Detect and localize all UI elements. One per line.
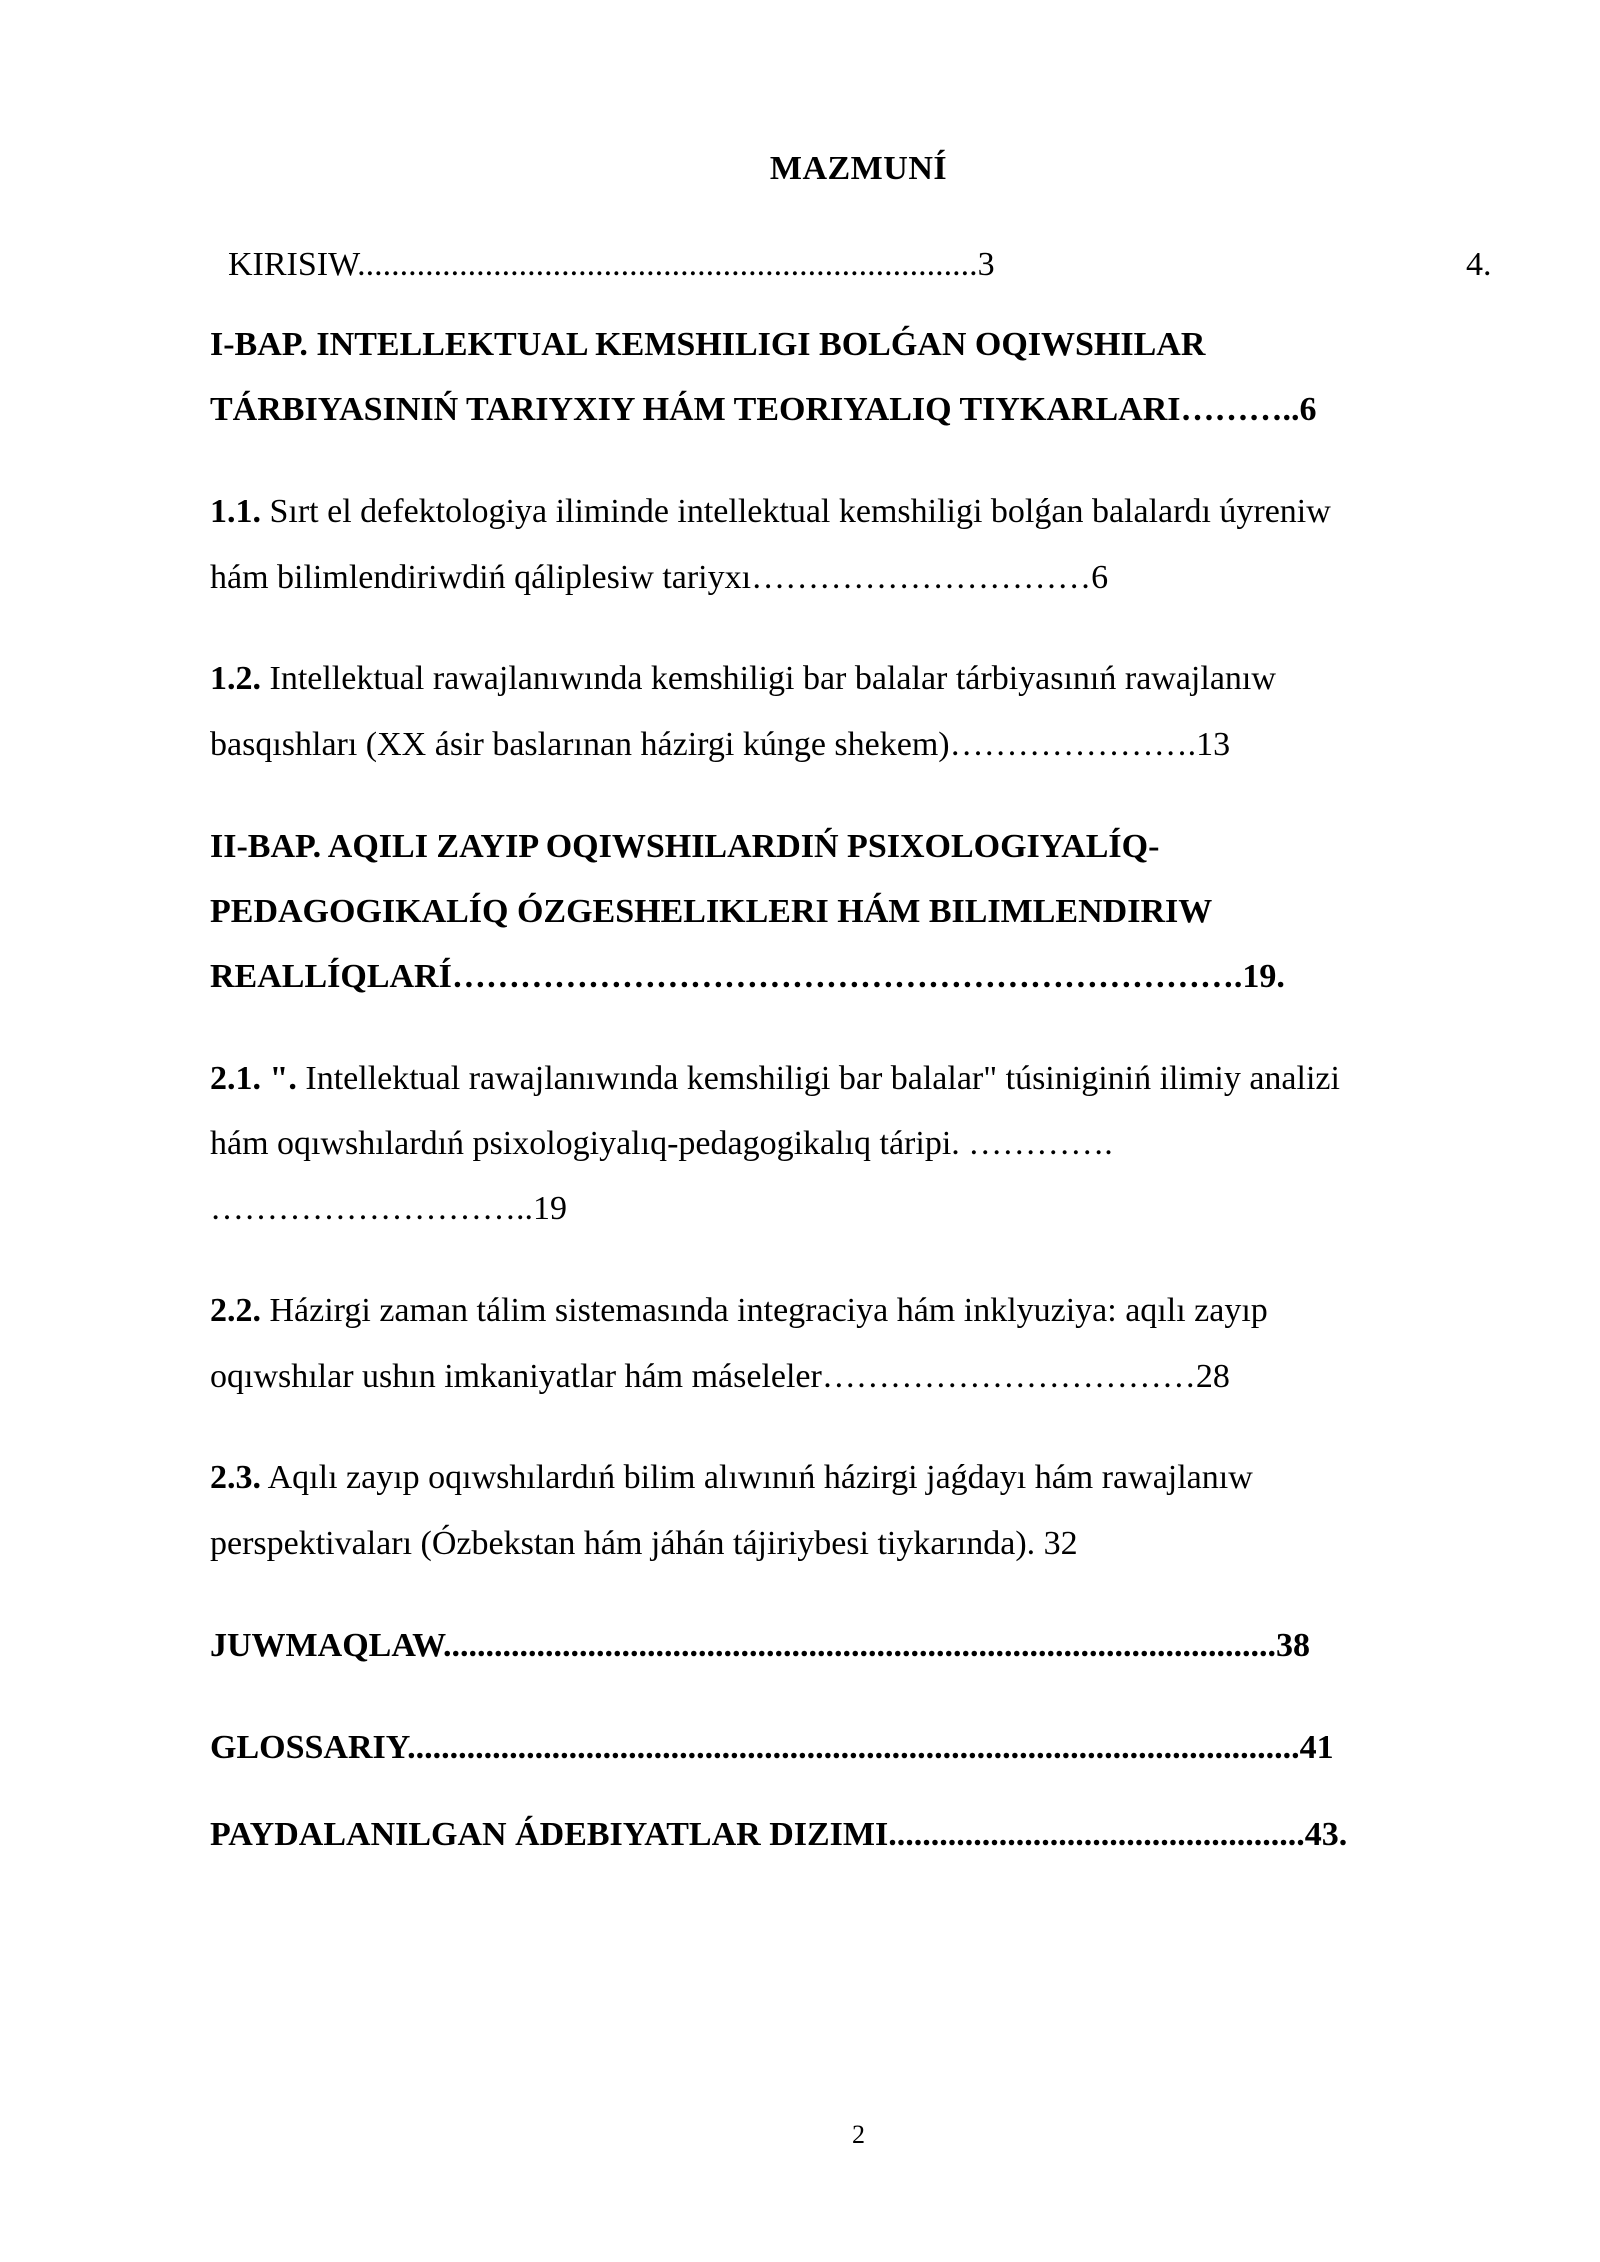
title-text: MAZMUNÍ	[769, 150, 948, 187]
toc-chapter1-line1: I-BAP. INTELLEKTUAL KEMSHILIGI BOLǴAN OQIWSHILAR	[210, 326, 1206, 363]
toc-intro-text: KIRISIW.........................................................................3	[228, 246, 995, 283]
section-number: 1.1.	[210, 493, 261, 530]
toc-chapter1-line2: TÁRBIYASINIŃ TARIYXIY HÁM TEORIYALIQ TIYKARLARI………..6	[210, 391, 1317, 428]
toc-chapter2-line1: II-BAP. AQILI ZAYIP OQIWSHILARDIŃ PSIXOLOGIYALÍQ-	[210, 828, 1160, 865]
toc-chapter2-line3: REALLÍQLARÍ…………………………………………………………….19.	[210, 958, 1285, 995]
section-text: Házirgi zaman tálim sistemasında integraciya hám inklyuziya: aqılı zayıp	[261, 1292, 1268, 1329]
section-text: Aqılı zayıp oqıwshılardıń bilim alıwınıń házirgi jaǵdayı hám rawajlanıw	[261, 1459, 1253, 1496]
toc-conclusion: JUWMAQLAW..................................................................................................38	[210, 1627, 1310, 1664]
toc-section-1-1-line1	[210, 492, 1331, 532]
section-text: Sırt el defektologiya iliminde intellektual kemshiligi bolǵan balalardı úyreniw	[261, 493, 1331, 530]
toc-section-2-3-line2: perspektivaları (Ózbekstan hám jáhán tájiriybesi tiykarında). 32	[210, 1525, 1078, 1562]
section-text: Intellektual rawajlanıwında kemshiligi bar balalar" túsiniginiń ilimiy analizi	[296, 1060, 1340, 1097]
toc-references: PAYDALANILGAN ÁDEBIYATLAR DIZIMI.................................................43.	[210, 1816, 1348, 1853]
toc-section-1-1-line2: hám bilimlendiriwdiń qáliplesiw tariyxı…………………………6	[210, 559, 1109, 596]
page-number: 2	[852, 2120, 865, 2149]
toc-section-1-2-line2: basqıshları (XX ásir baslarınan házirgi kúnge shekem)………………….13	[210, 726, 1231, 763]
toc-section-2-1-line3: ………………………..19	[210, 1190, 567, 1227]
toc-section-2-2-line1	[210, 1291, 1268, 1331]
section-text: Intellektual rawajlanıwında kemshiligi bar balalar tárbiyasınıń rawajlanıw	[261, 660, 1276, 697]
toc-section-2-1-line1	[210, 1059, 1340, 1099]
toc-section-2-2-line2: oqıwshılar ushın imkaniyatlar hám máseleler……………………………28	[210, 1358, 1230, 1395]
document-title	[0, 150, 1600, 188]
toc-intro-trailing: 4.	[1466, 246, 1492, 283]
section-number: 1.2.	[210, 660, 261, 697]
section-number: 2.1. ".	[210, 1060, 297, 1097]
toc-glossary: GLOSSARIY.........................................................................................................41	[210, 1729, 1334, 1766]
section-number: 2.3.	[210, 1459, 261, 1496]
section-number: 2.2.	[210, 1292, 261, 1329]
toc-section-2-1-line2: hám oqıwshılardıń psixologiyalıq-pedagogikalıq táripi. ………….	[210, 1125, 1113, 1162]
toc-section-2-3-line1	[210, 1458, 1253, 1498]
toc-intro	[228, 245, 995, 285]
toc-chapter2-line2: PEDAGOGIKALÍQ ÓZGESHELIKLERI HÁM BILIMLENDIRIW	[210, 893, 1213, 930]
toc-section-1-2-line1	[210, 659, 1276, 699]
